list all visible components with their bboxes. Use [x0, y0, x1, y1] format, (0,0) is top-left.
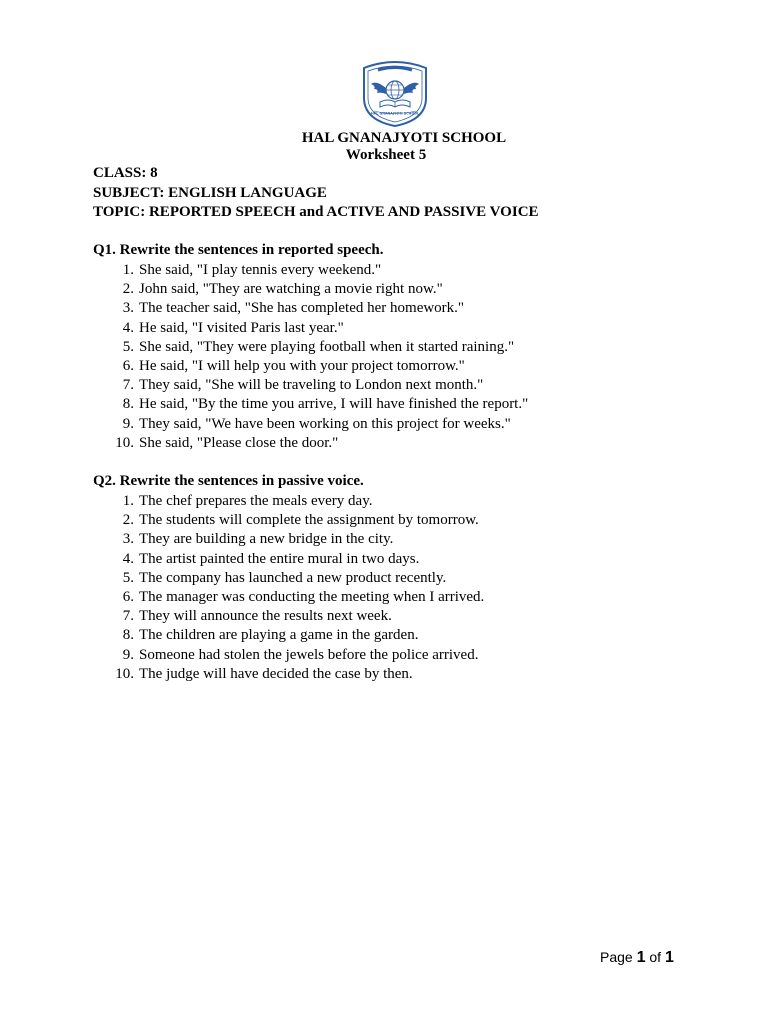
item-number: 7. [122, 608, 134, 625]
item-text: He said, "I will help you with your project tomorrow." [139, 357, 465, 374]
list-item [108, 280, 528, 299]
item-text: John said, "They are watching a movie right now." [139, 281, 443, 298]
item-text: He said, "I visited Paris last year." [139, 319, 344, 336]
worksheet-meta [93, 164, 539, 223]
item-text: She said, "I play tennis every weekend." [139, 262, 382, 278]
item-number: 1. [122, 262, 134, 278]
item-text: The company has launched a new product recently. [139, 569, 447, 586]
list-item [108, 492, 484, 511]
list-item [108, 299, 528, 318]
q1-heading: Q1. Rewrite the sentences in reported speech. [93, 242, 384, 258]
subject-line: SUBJECT: ENGLISH LANGUAGE [93, 184, 327, 201]
list-item [108, 626, 484, 645]
item-text: The artist painted the entire mural in two days. [139, 550, 420, 567]
list-item [108, 646, 484, 665]
list-item [108, 511, 484, 530]
item-number: 4. [122, 550, 134, 567]
item-text: He said, "By the time you arrive, I will have finished the report." [139, 396, 529, 413]
page-current: 1 [636, 949, 646, 966]
item-text: The judge will have decided the case by then. [139, 665, 413, 682]
page-footer [600, 947, 674, 968]
item-number: 10. [115, 434, 134, 451]
list-item [108, 415, 528, 434]
school-name: HAL GNANAJYOTI SCHOOL [301, 130, 507, 146]
item-number: 5. [122, 338, 134, 355]
list-item [108, 550, 484, 569]
item-number: 3. [122, 531, 134, 548]
q1-list [108, 261, 528, 453]
item-number: 3. [122, 300, 134, 317]
list-item [108, 569, 484, 588]
class-line: CLASS: 8 [93, 165, 158, 181]
item-number: 6. [122, 357, 134, 374]
list-item [108, 665, 484, 684]
list-item [108, 588, 484, 607]
item-number: 8. [122, 396, 134, 413]
worksheet-title: Worksheet 5 [345, 147, 427, 163]
page-total: 1 [664, 949, 674, 966]
item-number: 2. [122, 512, 134, 529]
item-text: The manager was conducting the meeting when I arrived. [139, 588, 485, 605]
item-number: 1. [122, 493, 134, 509]
item-text: The children are playing a game in the garden. [139, 627, 419, 644]
item-text: They will announce the results next week. [139, 608, 392, 625]
logo-caption: HAL GNANAJYOTI SCHOOL [370, 111, 420, 116]
topic-line: TOPIC: REPORTED SPEECH and ACTIVE AND PASSIVE VOICE [93, 204, 539, 220]
item-text: They said, "She will be traveling to London next month." [139, 377, 484, 394]
list-item [108, 395, 528, 414]
item-text: The students will complete the assignment by tomorrow. [139, 512, 479, 529]
school-logo [358, 58, 432, 128]
item-number: 6. [122, 588, 134, 605]
item-number: 2. [122, 281, 134, 298]
list-item [108, 376, 528, 395]
item-number: 4. [122, 319, 134, 336]
item-text: She said, "Please close the door." [139, 434, 339, 451]
page-word: Page [600, 949, 633, 965]
list-item [108, 434, 528, 453]
list-item [108, 607, 484, 626]
list-item [108, 319, 528, 338]
list-item [108, 338, 528, 357]
item-text: They said, "We have been working on this project for weeks." [139, 415, 511, 432]
list-item [108, 530, 484, 549]
item-text: The teacher said, "She has completed her homework." [139, 300, 465, 317]
list-item [108, 261, 528, 280]
q2-list [108, 492, 484, 684]
item-number: 9. [122, 415, 134, 432]
item-number: 7. [122, 377, 134, 394]
item-number: 9. [122, 646, 134, 663]
item-text: The chef prepares the meals every day. [139, 493, 373, 509]
item-number: 8. [122, 627, 134, 644]
item-number: 5. [122, 569, 134, 586]
list-item [108, 357, 528, 376]
item-text: They are building a new bridge in the city. [139, 531, 394, 548]
item-text: She said, "They were playing football when it started raining." [139, 338, 515, 355]
item-text: Someone had stolen the jewels before the police arrived. [139, 646, 479, 663]
q2-heading: Q2. Rewrite the sentences in passive voice. [93, 473, 364, 489]
of-word: of [649, 949, 662, 965]
item-number: 10. [115, 665, 134, 682]
